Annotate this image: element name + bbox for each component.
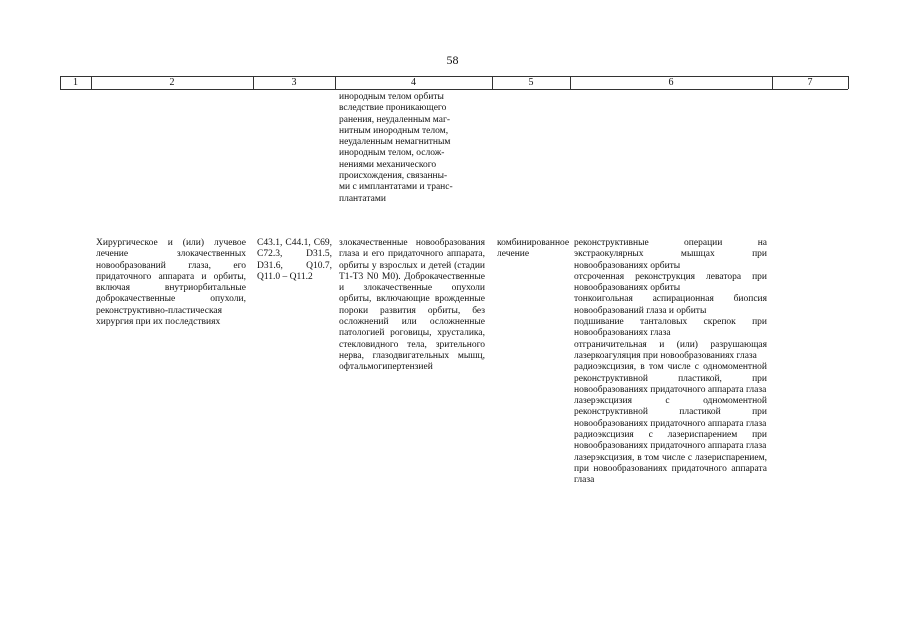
header-column-number: 6 (668, 77, 674, 88)
cell-treatment-type: комбинированное лечение (497, 238, 570, 260)
header-column-number: 2 (169, 77, 175, 88)
cell-treatment-name: Хирургическое и (или) лучевое лечение злокачественных новообразований глаза, его придаточного аппарата и орбиты, включая внутриорбитальные доброкачественные опухоли, реконструктивно-пластическая хирургия при их последствиях (96, 238, 246, 328)
page-number: 58 (446, 53, 459, 67)
continuation-cell-col4: инородным телом орбиты вследствие проникающего ранения, неудаленным маг- нитным инородным телом, неудаленным немагнитным инородным телом, ослож- нениями механического происхождения, связанны- ми с имплантатами и транс- плантатами (339, 92, 453, 204)
header-column-number: 4 (411, 77, 416, 88)
cell-icd-codes: C43.1, C44.1, C69, C72.3, D31.5, D31.6, Q10.7, Q11.0 – Q11.2 (257, 238, 332, 282)
header-separator (848, 76, 849, 89)
cell-treatment-methods: реконструктивные операции на экстраокулярных мышцах при новообразованиях орбиты отсроченная реконструкция леватора при новообразованиях орбиты тонкоигольная аспирационная биопсия новообразований глаза и орбиты подшивание танталовых скрепок при новообразованиях глаза отграничительная и (или) разрушающая лазеркоагуляция при новообразованиях глаза радиоэксцизия, в том числе с одномоментной реконструктивной пластикой, при новообразованиях придаточного аппарата глаза лазерэксцизия с одномоментной реконструктивной пластикой при новообразованиях придаточного аппарата глаза радиоэксцизия с лазериспарением при новообразованиях придаточного аппарата глаза лазерэксцизия, в том числе с лазериспарением, при новообразованиях придаточного аппарата глаза (574, 238, 767, 486)
header-column-number: 5 (528, 77, 534, 88)
header-column-number: 7 (807, 77, 813, 88)
header-column-number: 1 (73, 77, 78, 88)
header-rule-bottom (60, 89, 848, 90)
header-column-number: 3 (291, 77, 297, 88)
cell-patient-model: злокачественные новообразования глаза и его придаточного аппарата, орбиты у взрослых и детей (стадии T1-T3 N0 M0). Доброкачественные и злокачественные опухоли орбиты, включающие врожденные пороки развития орбиты, без осложнений или осложненные патологией роговицы, хрусталика, стекловидного тела, зрительного нерва, глазодвигательных мышц, офтальмогипертензией (339, 238, 485, 373)
